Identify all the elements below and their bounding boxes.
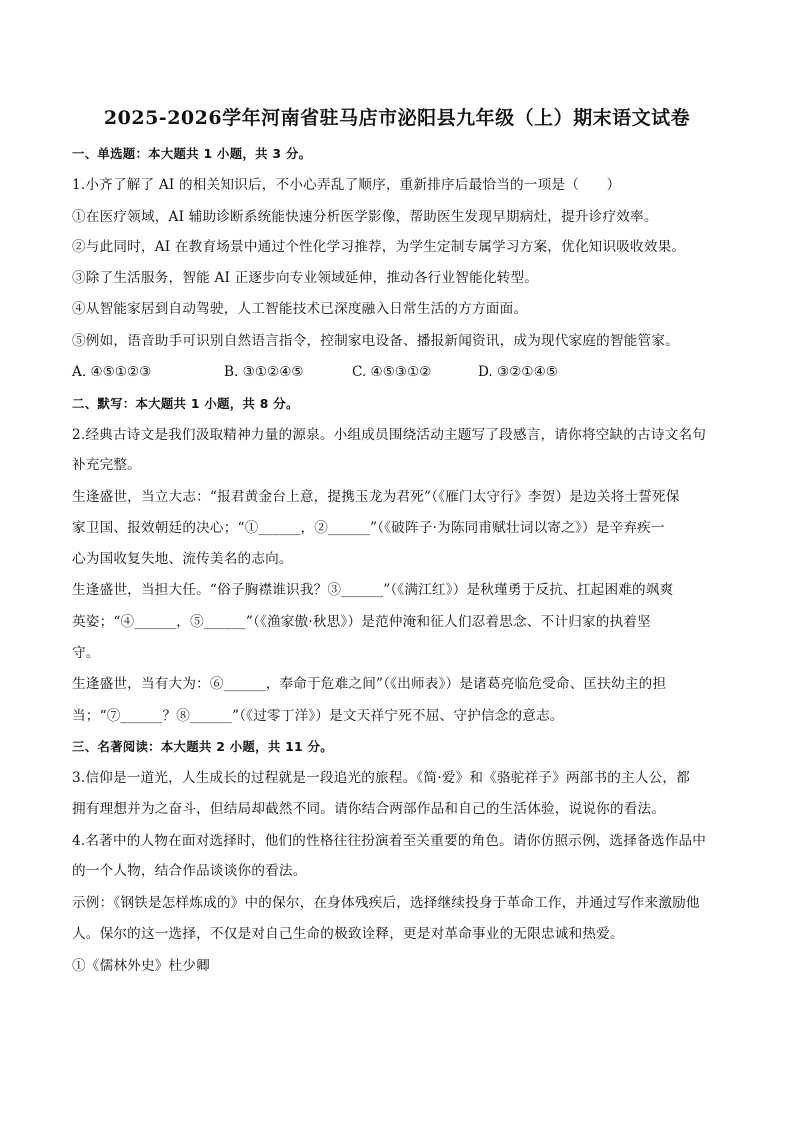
q2-line-7: 英姿；“④______，⑤______”（《渔家傲·秋思》）是范仲淹和征人们忍着思念、不计归家的执着坚 [72, 614, 651, 630]
q4-line-1: 4.名著中的人物在面对选择时，他们的性格往往扮演着至关重要的角色。请你仿照示例，选择备选作品中 [72, 833, 707, 849]
exam-title: 2025-2026学年河南省驻马店市泌阳县九年级（上）期末语文试卷 [103, 107, 691, 129]
q2-line-3: 生逢盛世，当立大志：“报君黄金台上意，提携玉龙为君死”（《雁门太守行》李贺）是边关将士誓死保 [72, 489, 680, 505]
section-3-header: 三、名著阅读：本大题共 2 小题，共 11 分。 [72, 739, 333, 754]
q4-line-5: ①《儒林外史》杜少卿 [72, 958, 210, 974]
q1-item-2: ②与此同时，AI 在教育场景中通过个性化学习推荐，为学生定制专属学习方案，优化知识吸收效果。 [72, 239, 686, 255]
q1-option-d: D. ③②①④⑤ [478, 364, 558, 380]
q2-line-9: 生逢盛世，当有大为：⑥______，奉命于危难之间”（《出师表》）是诸葛亮临危受命、匡扶幼主的担 [72, 676, 667, 692]
q4-line-4: 人。保尔的这一选择，不仅是对自己生命的极致诠释，更是对革命事业的无限忠诚和热爱。 [72, 926, 624, 942]
q1-item-4: ④从智能家居到自动驾驶，人工智能技术已深度融入日常生活的方方面面。 [72, 301, 528, 317]
q1-item-1: ①在医疗领域，AI 辅助诊断系统能快速分析医学影像，帮助医生发现早期病灶，提升诊疗效率。 [72, 209, 658, 225]
q2-line-6: 生逢盛世，当担大任。“俗子胸襟谁识我？③______”（《满江红》）是秋瑾勇于反抗、扛起困难的飒爽 [72, 582, 674, 598]
q1-item-3: ③除了生活服务，智能 AI 正逐步向专业领域延伸，推动各行业智能化转型。 [72, 270, 539, 286]
q2-line-10: 当；“⑦______？⑧______”（《过零丁洋》）是文天祥宁死不屈、守护信念的意志。 [72, 708, 564, 724]
q3-line-2: 拥有理想并为之奋斗，但结局却截然不同。请你结合两部作品和自己的生活体验，说说你的看法。 [72, 801, 666, 817]
q3-line-1: 3.信仰是一道光，人生成长的过程就是一段追光的旅程。《简·爱》和《骆驼祥子》两部书的主人公，都 [72, 770, 691, 786]
q2-line-8: 守。 [72, 645, 100, 661]
q2-line-4: 家卫国、报效朝廷的决心；“①______，②______”（《破阵子·为陈同甫赋壮词以寄之》）是辛弃疾一 [72, 520, 665, 536]
q2-line-2: 补充完整。 [72, 457, 141, 473]
section-2-header: 二、默写：本大题共 1 小题，共 8 分。 [72, 396, 299, 411]
q1-option-b: B. ③①②④⑤ [224, 364, 304, 380]
q4-line-3: 示例：《钢铁是怎样炼成的》中的保尔，在身体残疾后，选择继续投身于革命工作，并通过写作来激励他 [72, 895, 700, 911]
q4-line-2: 的一个人物，结合作品谈谈你的看法。 [72, 863, 307, 879]
q1-item-5: ⑤例如，语音助手可识别自然语言指令，控制家电设备、播报新闻资讯，成为现代家庭的智能管家。 [72, 333, 679, 349]
q2-line-5: 心为国收复失地、流传美名的志向。 [72, 551, 293, 567]
q1-stem: 1.小齐了解了 AI 的相关知识后，不小心弄乱了顺序，重新排序后最恰当的一项是（ ） [72, 177, 621, 193]
section-1-header: 一、单选题：本大题共 1 小题，共 3 分。 [72, 146, 312, 161]
q1-option-a: A. ④⑤①②③ [72, 364, 152, 380]
q1-option-c: C. ④⑤③①② [352, 364, 432, 380]
q2-line-1: 2.经典古诗文是我们汲取精神力量的源泉。小组成员围绕活动主题写了段感言，请你将空缺的古诗文名句 [72, 427, 707, 443]
